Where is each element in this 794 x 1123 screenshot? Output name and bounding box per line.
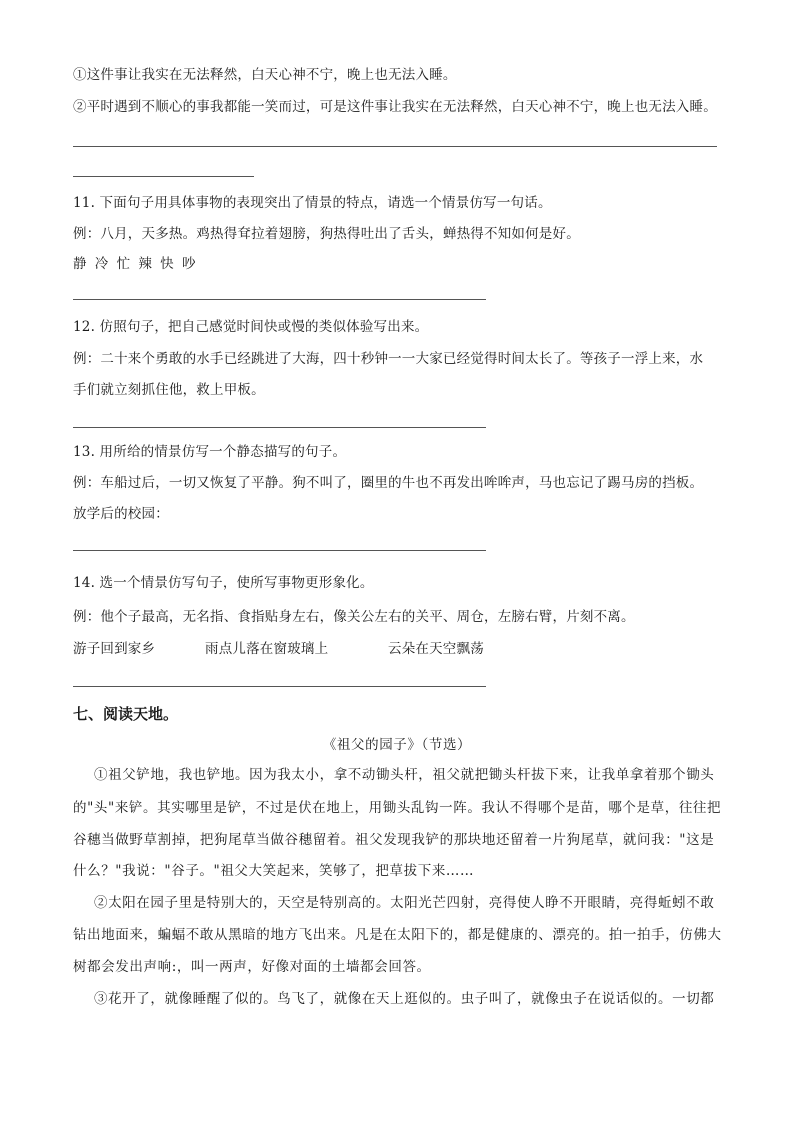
answer-line[interactable] (73, 550, 486, 551)
passage-p1-line: 谷穗当做野草割掉，把狗尾草当做谷穗留着。祖父发现我铲的那块地还留着一片狗尾草，就问我："这是 (73, 832, 715, 848)
q14-option: 游子回到家乡 (73, 641, 156, 657)
q13-scene: 放学后的校园： (73, 506, 169, 522)
passage-p1-line: 什么？"我说："谷子。"祖父大笑起来，笑够了，把草拔下来…… (73, 863, 475, 879)
q12-example-line2: 手们就立刻抓住他，救上甲板。 (73, 382, 265, 398)
q11-choices: 静 冷 忙 辣 快 吵 (73, 256, 198, 272)
answer-line[interactable] (73, 427, 486, 428)
q12-prompt: 12. 仿照句子，把自己感觉时间快或慢的类似体验写出来。 (73, 319, 429, 335)
passage-p2-line: ②太阳在园子里是特别大的，天空是特别高的。太阳光芒四射，亮得使人睁不开眼睛，亮得蚯蚓不敢 (94, 895, 715, 911)
answer-line[interactable] (73, 176, 254, 177)
passage-p1-line: ①祖父铲地，我也铲地。因为我太小，拿不动锄头杆，祖父就把锄头杆拔下来，让我单拿着那个锄头 (94, 767, 715, 783)
q12-example-line1: 例：二十来个勇敢的水手已经跳进了大海，四十秒钟一一大家已经觉得时间太长了。等孩子一浮上来，水 (73, 351, 704, 367)
q14-option: 云朵在天空飘荡 (388, 641, 484, 657)
q13-example: 例：车船过后，一切又恢复了平静。狗不叫了，圈里的牛也不再发出哞哞声，马也忘记了踢马房的挡板。 (73, 475, 704, 491)
q14-option: 雨点儿落在窗玻璃上 (205, 641, 329, 657)
passage-p1-line: 的"头"来铲。其实哪里是铲，不过是伏在地上，用锄头乱钩一阵。我认不得哪个是苗，哪个是草，往往把 (73, 800, 722, 816)
q14-example: 例：他个子最高，无名指、食指贴身左右，像关公左右的关平、周仓，左膀右臂，片刻不离。 (73, 609, 635, 625)
passage-p3-line: ③花开了，就像睡醒了似的。鸟飞了，就像在天上逛似的。虫子叫了，就像虫子在说话似的。一切都 (94, 991, 715, 1007)
section-heading: 七、阅读天地。 (73, 705, 179, 723)
q10-option-2: ②平时遇到不顺心的事我都能一笑而过，可是这件事让我实在无法释然，白天心神不宁，晚上也无法入睡。 (73, 99, 717, 115)
answer-line[interactable] (73, 299, 486, 300)
answer-line[interactable] (73, 686, 486, 687)
passage-title: 《祖父的园子》（节选） (322, 737, 472, 753)
q13-prompt: 13. 用所给的情景仿写一个静态描写的句子。 (73, 444, 347, 460)
q11-prompt: 11. 下面句子用具体事物的表现突出了情景的特点，请选一个情景仿写一句话。 (73, 195, 552, 211)
q11-example: 例：八月，天多热。鸡热得耷拉着翅膀，狗热得吐出了舌头，蝉热得不知如何是好。 (73, 226, 580, 242)
passage-p2-line: 树都会发出声响:，叫一两声，好像对面的土墙都会回答。 (73, 959, 431, 975)
answer-line[interactable] (73, 146, 717, 147)
q14-prompt: 14. 选一个情景仿写句子，使所写事物更形象化。 (73, 575, 374, 591)
q10-option-1: ①这件事让我实在无法释然，白天心神不宁，晚上也无法入睡。 (73, 67, 457, 83)
passage-p2-line: 钻出地面来，蝙蝠不敢从黑暗的地方飞出来。凡是在太阳下的，都是健康的、漂亮的。拍一拍手，仿佛大 (73, 927, 722, 943)
